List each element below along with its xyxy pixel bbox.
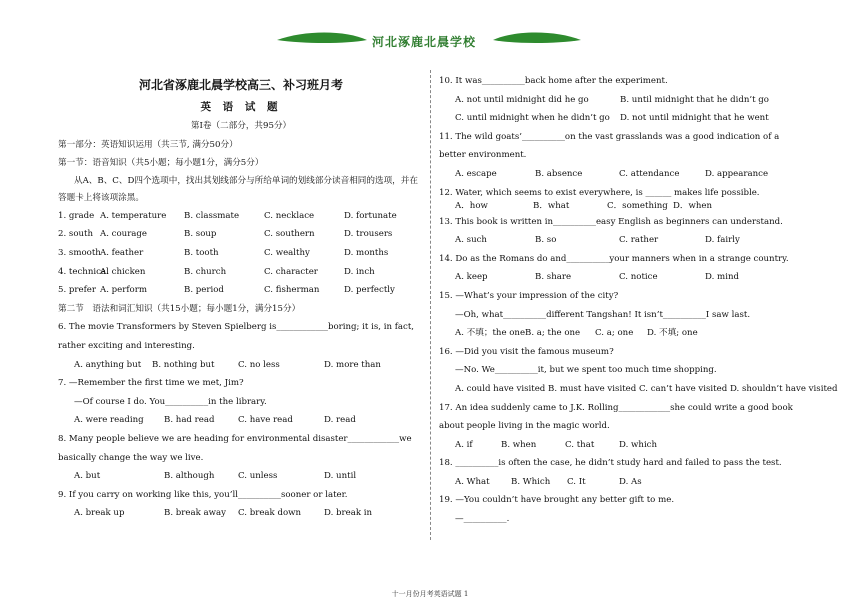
section2-heading: 第二节 语法和词汇知识（共15小题；每小题1分，满分15分）	[58, 303, 301, 314]
option: D. fortunate	[344, 210, 397, 221]
option: A. break up	[74, 508, 125, 519]
phonetics-questions	[58, 207, 424, 300]
option: D. trousers	[344, 229, 393, 240]
question-8-options	[58, 467, 424, 486]
option: A. if	[455, 439, 473, 450]
question-17: 17. An idea suddenly came to J.K. Rolling____________she could write a good book about people living in the magic world.	[439, 402, 793, 432]
question-16: 16. —Did you visit the famous museum?	[439, 346, 614, 357]
option: D. 不填; one	[647, 328, 698, 339]
option: B. soup	[184, 229, 217, 240]
option: D．when	[673, 200, 712, 211]
option: D. fairly	[705, 235, 740, 246]
option: D. appearance	[705, 168, 769, 179]
question-16-reply: —No. We__________it, but we spent too much time shopping.	[455, 365, 717, 376]
instruction-text: 从A、B、C、D四个选项中，找出其划线部分与所给单词的划线部分读音相同的选项，并在答题卡上将该项涂黑。	[58, 175, 418, 203]
option: A. chicken	[100, 266, 146, 277]
question-13-options	[439, 231, 807, 250]
question-7: 7. —Remember the first time we met, Jim?	[58, 378, 244, 389]
option: B. break away	[164, 508, 226, 519]
exam-subject: 英 语 试 题	[200, 101, 282, 113]
option: B. Which	[511, 476, 551, 487]
exam-title: 河北省涿鹿北晨学校高三、补习班月考	[138, 78, 343, 92]
question-15-options	[439, 324, 807, 343]
question-12-options	[439, 199, 807, 213]
option: C. until midnight when he didn’t go	[455, 113, 610, 124]
option: B. so	[535, 235, 557, 246]
question-10-options-cd	[439, 109, 807, 128]
question-10-options-ab	[439, 91, 807, 110]
question-9-options	[58, 504, 424, 523]
volume-label: 第Ⅰ卷（二部分，共95分）	[190, 121, 292, 131]
option: D. read	[324, 415, 356, 426]
question-15-reply: —Oh, what__________different Tangshan! It isn’t__________I saw last.	[455, 309, 751, 320]
option: B. a; the one	[525, 328, 581, 339]
option: C. fisherman	[264, 285, 320, 296]
question-16-options: A. could have visited B. must have visited C. can’t have visited D. shouldn’t have visited	[455, 383, 838, 394]
option: C. character	[264, 266, 318, 277]
option: A. were reading	[74, 415, 144, 426]
phonetics-row	[58, 263, 424, 282]
question-12: 12. Water, which seems to exist everywhere, is ______ makes life possible.	[439, 187, 760, 198]
left-column	[58, 75, 424, 523]
option: C. that	[565, 439, 595, 450]
section1-heading: 第一节：语音知识（共5小题；每小题1分，满分5分）	[58, 158, 264, 169]
option: C. It	[567, 476, 586, 487]
question-word: 5. prefer	[58, 285, 97, 296]
option: D. not until midnight that he went	[620, 113, 769, 124]
question-14-options	[439, 268, 807, 287]
question-11-options	[439, 165, 807, 184]
option: A. temperature	[100, 210, 167, 221]
option: A．how	[455, 200, 488, 211]
phonetics-row	[58, 207, 424, 226]
option: D. until	[324, 471, 357, 482]
option: A. but	[74, 471, 101, 482]
option: D. months	[344, 247, 389, 258]
question-15: 15. —What’s your impression of the city?	[439, 290, 619, 301]
option: C. break down	[238, 508, 302, 519]
option: B. had read	[164, 415, 215, 426]
question-word: 1. grade	[58, 210, 95, 221]
question-word: 3. smooth	[58, 247, 101, 258]
option: D. inch	[344, 266, 375, 277]
option: C. rather	[619, 235, 659, 246]
option: D. mind	[705, 272, 739, 283]
question-word: 2. south	[58, 229, 94, 240]
option: B．what	[533, 200, 570, 211]
option: A. escape	[455, 168, 497, 179]
option: B. when	[501, 439, 537, 450]
option: A. not until midnight did he go	[455, 94, 589, 105]
question-14: 14. Do as the Romans do and__________your manners when in a strange country.	[439, 253, 789, 264]
phonetics-row	[58, 225, 424, 244]
option: A. feather	[100, 247, 144, 258]
option: C. unless	[238, 471, 278, 482]
right-column	[439, 72, 838, 529]
question-18: 18. __________is often the case, he didn’t study hard and failed to pass the test.	[439, 458, 782, 469]
option: A. perform	[100, 285, 147, 296]
page-footer: 十一月份月考英语试题 1	[391, 590, 469, 598]
column-divider	[430, 70, 431, 540]
option: D. As	[619, 476, 642, 487]
phonetics-row	[58, 244, 424, 263]
option: B. until midnight that he didn’t go	[620, 94, 769, 105]
option: A. anything but	[74, 359, 142, 370]
option: D. perfectly	[344, 285, 395, 296]
question-8: 8. Many people believe we are heading for environmental disaster____________we basically change the way we live.	[58, 433, 412, 463]
question-word: 4. technical	[58, 266, 109, 277]
option: C. no less	[238, 359, 280, 370]
option: A. courage	[100, 229, 148, 240]
phonetics-row	[58, 281, 424, 300]
question-6-options	[58, 356, 424, 375]
option: B. absence	[535, 168, 583, 179]
option: A. What	[455, 476, 490, 487]
option: B. although	[164, 471, 215, 482]
question-7-reply: —Of course I do. You__________in the library.	[74, 396, 267, 407]
option: B. period	[184, 285, 224, 296]
question-10: 10. It was__________back home after the experiment.	[439, 76, 668, 86]
option: D. more than	[324, 359, 381, 370]
question-17-options	[439, 436, 807, 455]
option: C. wealthy	[264, 247, 310, 258]
banner-title: 河北涿鹿北晨学校	[372, 35, 477, 49]
part1-heading: 第一部分：英语知识运用（共三节, 满分50分）	[58, 139, 238, 150]
option: B. church	[184, 266, 227, 277]
option: A. keep	[455, 272, 488, 283]
option: B. classmate	[184, 210, 240, 221]
option: B. tooth	[184, 247, 219, 258]
option: C. notice	[619, 272, 658, 283]
question-6: 6. The movie Transformers by Steven Spielberg is____________boring; it is, in fact, rather exciting and interesting.	[58, 322, 415, 351]
option: C. southern	[264, 229, 315, 240]
school-banner	[0, 28, 860, 56]
option: C. attendance	[619, 168, 680, 179]
question-19: 19. —You couldn’t have brought any better gift to me.	[439, 495, 675, 506]
option: C. have read	[238, 415, 293, 426]
option: A. 不填；the one	[455, 328, 526, 339]
option: C. a; one	[595, 328, 634, 339]
option: D. break in	[324, 508, 373, 519]
question-19-reply: —__________.	[455, 514, 510, 525]
option: B. nothing but	[152, 359, 215, 370]
question-11: 11. The wild goats’__________on the vast grasslands was a good indication of a better environment.	[439, 131, 780, 161]
question-9: 9. If you carry on working like this, you’ll__________sooner or later.	[58, 489, 348, 500]
question-13: 13. This book is written in__________easy English as beginners can understand.	[439, 216, 783, 227]
option: D. which	[619, 439, 658, 450]
option: C. necklace	[264, 210, 315, 221]
option: B. share	[535, 272, 572, 283]
question-18-options	[439, 473, 807, 492]
question-7-options	[58, 411, 424, 430]
option: C．something	[607, 200, 668, 211]
option: A. such	[455, 235, 487, 246]
